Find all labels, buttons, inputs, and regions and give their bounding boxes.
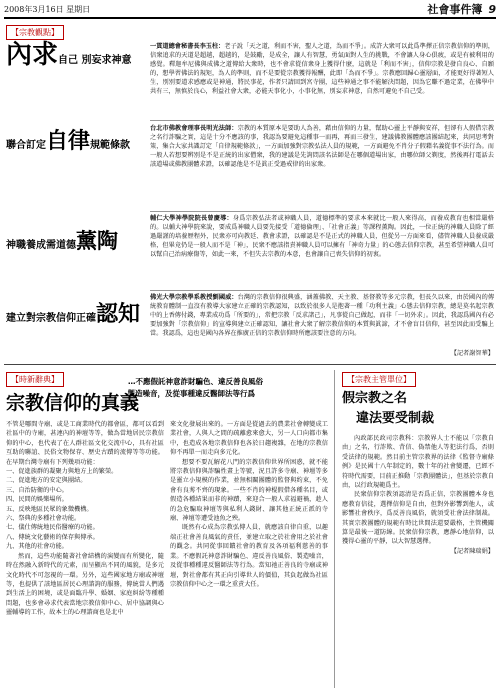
page-number: 9	[488, 3, 496, 16]
header-rule	[4, 17, 496, 19]
authority-title-2: 違法要受制裁	[356, 411, 435, 426]
headline-3: 神職養成需道德薰陶	[6, 228, 118, 253]
article-block-3: 輔仁大學神學院院長曾慶導：身爲宗教弘法者或神職人員，道德標準的要求本來就比一般人來得高，而養成教育也相當嚴格的。以輔大神學院來說，要成爲神職人員要先接受「道德倫理」、「社會正義」等課程薰陶。因此，一位正統的神職人員除了經過嚴謹的培養歷程外，民衆亦可向教廷、教會求證，以確認是不是正式的神職人員，但從另一方面來看，儘管神職人員養成嚴格，但畢竟仍是一般人而不是「神」，民衆不應該指責神職人員可以擁有「神奇力量」的心態去信仰宗教，甚至希望神職人員可以幫自己治病療傷等，如此一來，不但失去宗教的本意，也會讓自己喪失信仰的初衷。	[150, 215, 494, 259]
feature-intro: 不管是哪間寺廟、或是工商業時代的都會區，都可以看到社區中的寺廟，甚連內的神壇等等，做為當地居民宗教信仰的中心，也代表了在人群社區文化交流中心，具有社區互助的聯誼、民俗文物保存、歷史古蹟的流傳等等功能。在早期台灣寺廟有下列幾項功能：	[6, 421, 164, 466]
feature-paragraph: 來文化發展出來的。一方面是從過去的農業社會轉變成工業社會，人與人之間的疏離愈來愈大，另一人口向都市集中，也造成各地宗教信仰也各於日趨複雜，在地的宗教信仰不再單一而走向多元化。	[170, 421, 328, 457]
subhead-1: …不應假託神意詐財騙色、違反善良風俗	[128, 377, 263, 386]
headline-2: 聯合訂定自律規範條款	[6, 128, 131, 154]
feature-column-2	[170, 420, 328, 688]
list-item: 三、自治防衛的中心。	[6, 486, 68, 494]
section-rule	[4, 364, 496, 365]
section-tag-viewpoints: 【宗教觀點】	[6, 25, 64, 40]
headline-1: 內求自己 別妄求神意	[6, 40, 132, 70]
divider	[150, 290, 494, 291]
divider	[150, 211, 494, 212]
list-item: 六、祭典的多種社會功能。	[6, 515, 81, 523]
list-item: 八、傳統文化藝術的保存與傳承。	[6, 533, 99, 541]
page-header	[4, 2, 496, 16]
authority-paragraph: 民衆信仰宗教須認清是否爲正信，宗教團體本身也應教育信徒，選擇信仰是自由，但對外影響到他人，或影響社會秩序，爲反善良風俗，就須受社會法律制裁。其實宗教團體的規範有時比世間法還要嚴格，主管機關算是最後一道防線。民衆信仰宗教，應靜心地信仰，以獲得心靈的平靜，以大智慧選擇。	[342, 491, 494, 546]
article-block-2: 台北市佛教會理事長明光法師：宗教的本質原本是要助人為善，藉由信仰的力量，幫助心靈上平靜與安祥，但卻有人假借宗教之名行詐騙之實，這是十分不應該的事，我認為要避免這種事一而再，再而三發生，建議佛教團體應該團結起來，共同思考對策，集合大家共識訂定「自律規範條款」，一方面加強對宗教弘法人員的規範，一方面避免不肖分子假藉名義從事不法行為。而一般人若想要辨別是不是正統的出家僧衆，我的建議是先詢問該名法師是在哪個道場出家，由哪位師父剃度，然後再打電話去該道場或佛教團體求證，以確認他是不是眞正受過戒律的出家衆。	[150, 125, 494, 169]
list-item: 四、民間的娛樂場所。	[6, 496, 68, 504]
section-title	[427, 1, 496, 17]
list-item: 九、其他的社會功能。	[6, 543, 68, 551]
reporter-sign-right: 【記者陳瑞娟】	[450, 547, 494, 555]
headline-4: 建立對宗教信仰正確認知	[6, 301, 141, 327]
subhead-2: 、製造噪音，及從事種違反醫師法等行爲	[120, 389, 255, 398]
list-item: 二、促進地方的安定與團結。	[6, 477, 87, 485]
feature-paragraph: 想要不要瓦解花八門的宗教信仰世界所困惑，就不能將宗教信仰與詐騙性畫上等號，況且許多寺廟、神壇等多是靈立小規模的作業，並無相關團體的監督與約束，不免會有良莠不齊的現象。一些不肖的神棍假借各種名目，或假造各種結果而非的神蹟，來迎合一般人求福避禍，趁人的急危騙取神壇等與私利人錢財、讓其他正統正派的寺廟、神壇等遭受池魚之殃。	[170, 458, 328, 523]
feature-column-1	[6, 420, 164, 688]
section-tag-dictionary: 【時新辭典】	[6, 372, 64, 387]
feature-title: 宗教信仰的真義	[6, 392, 140, 414]
divider	[150, 120, 494, 121]
article-block-4: 佛光大學宗教學系教授劉國威：台灣的宗教信仰很興盛，涵蓋佛教、天主教、基督教等多元宗教，但長久以來，由於國內的傳統教育體制一直沒有教導大家建立正確的宗教認知，以致於很多人是抱著一種「功利主義」心態去信仰宗教，總是莫名起宗教中的上香傳付錢，專業成功爲「所要的」，常把宗教「反求諸己」，凡事從自己做起，而非「一切外求」。因此，我認爲國內有必要加強對「宗教信仰」的宣導與建立正確認知，讓社會大衆了解宗教信仰的本質與眞諦，才不會盲目信仰，甚至因此而受騙上當。我認爲，這也是國內各界在推廣正信的宗教信仰時所應該要注意的方向。	[150, 294, 494, 338]
issue-date: 2008年3月16日 星期日	[4, 4, 91, 14]
list-item: 五、反映地區民眾的象徵機構。	[6, 505, 93, 513]
authority-title-1: 假宗教之名	[342, 391, 408, 406]
authority-column	[342, 434, 494, 688]
section-name: 社會事件簿	[427, 3, 483, 16]
feature-paragraph: 然而，這些功能隨著社會結構的演變而有所變化，隨時在然融入新時代的元素，而呈顯出不同的風貌，是多元文化時代不可忽視的一環。另外，這些國家地方廟或神壇等，也提供了該地區居民心理諮詢的服務，傳統當人們遇到生活上的困境，或是面臨升學、婚姻、家庭糾紛等種種問題，也多會尋求代表當地宗教信仰中心、居中協調與心靈輔導的工作，故本土的心理諮商也是北中	[6, 552, 164, 617]
reporter-sign-top: 【記者謝智華】	[450, 350, 494, 357]
column-divider	[334, 370, 335, 688]
list-item: 七、儀仕傳統地民俗醫療的功能。	[6, 524, 99, 532]
authority-paragraph: 內政部民政司宗教科：宗教界人士不能以「宗教自由」之名，行詐欺、背信、偽禁他人等犯法行爲，否則受法律的規範。然目前主管宗教界的法律《監督寺廟條例》是民國十八年制定的，數十年的社會變遷，已經不符時代需要，目前正推動「宗教團體法」，但基於宗教自由，以行政規範爲主。	[342, 435, 494, 490]
list-item: 一、促進族群的凝聚力與地方上的繁榮。	[6, 468, 118, 476]
article-block-1: 一貫道總會秘書長李玉柱：老子說「天之道，利而不害，聖人之道，為而不爭」。成許大衆可以此爲準擇正信宗教信仰的準則，信衆追求的天道是超越，超越的，是鼓勵，是成全，讓人有智慧，勇氣面對人生的挑戰，不會讓人身心俱疲，或是有被利用的感覺。釋迦牟尼佛與成佛之道傳給大衆時，也不會求從信衆身上獲得什麼，這就是「利而不害」，信仰宗教是發自良心、自願的，想學習佛法的規矩，為人的準則，而不是要從宗教獲得報酬，此即「為而不爭」。宗教應回歸心靈層面，才能更好得著短人生，別別要道求感應或是神通，將民事花，作者只請回到宮寺團，這些神通之事不能解決問題，因為它賺不過定業，在佛學中共有三，無慎於良心，利益社會大衆，必能天事化小，小事化無，別妄求神意，自然可避免不自己受。	[150, 43, 494, 96]
feature-paragraph: 既然有心成為宗教弘傳人員，就應該自律自重，以趣端正社會善良風氣的責任，並建立取之於社會用之於社會的觀念。共同從事回饋社會的教育及各項福利慈善的事業。不應假託神意詐財騙色、違反善良風俗、製造噪音，及從事種種違反醫師法等行為。當知祂正善良的寺廟或神壇，對社會都有其正向引導世人的價值，其負起做為社區宗教信仰中心之一環之重責大任。	[170, 524, 328, 588]
section-tag-authority: 【宗教主管單位】	[342, 372, 416, 387]
